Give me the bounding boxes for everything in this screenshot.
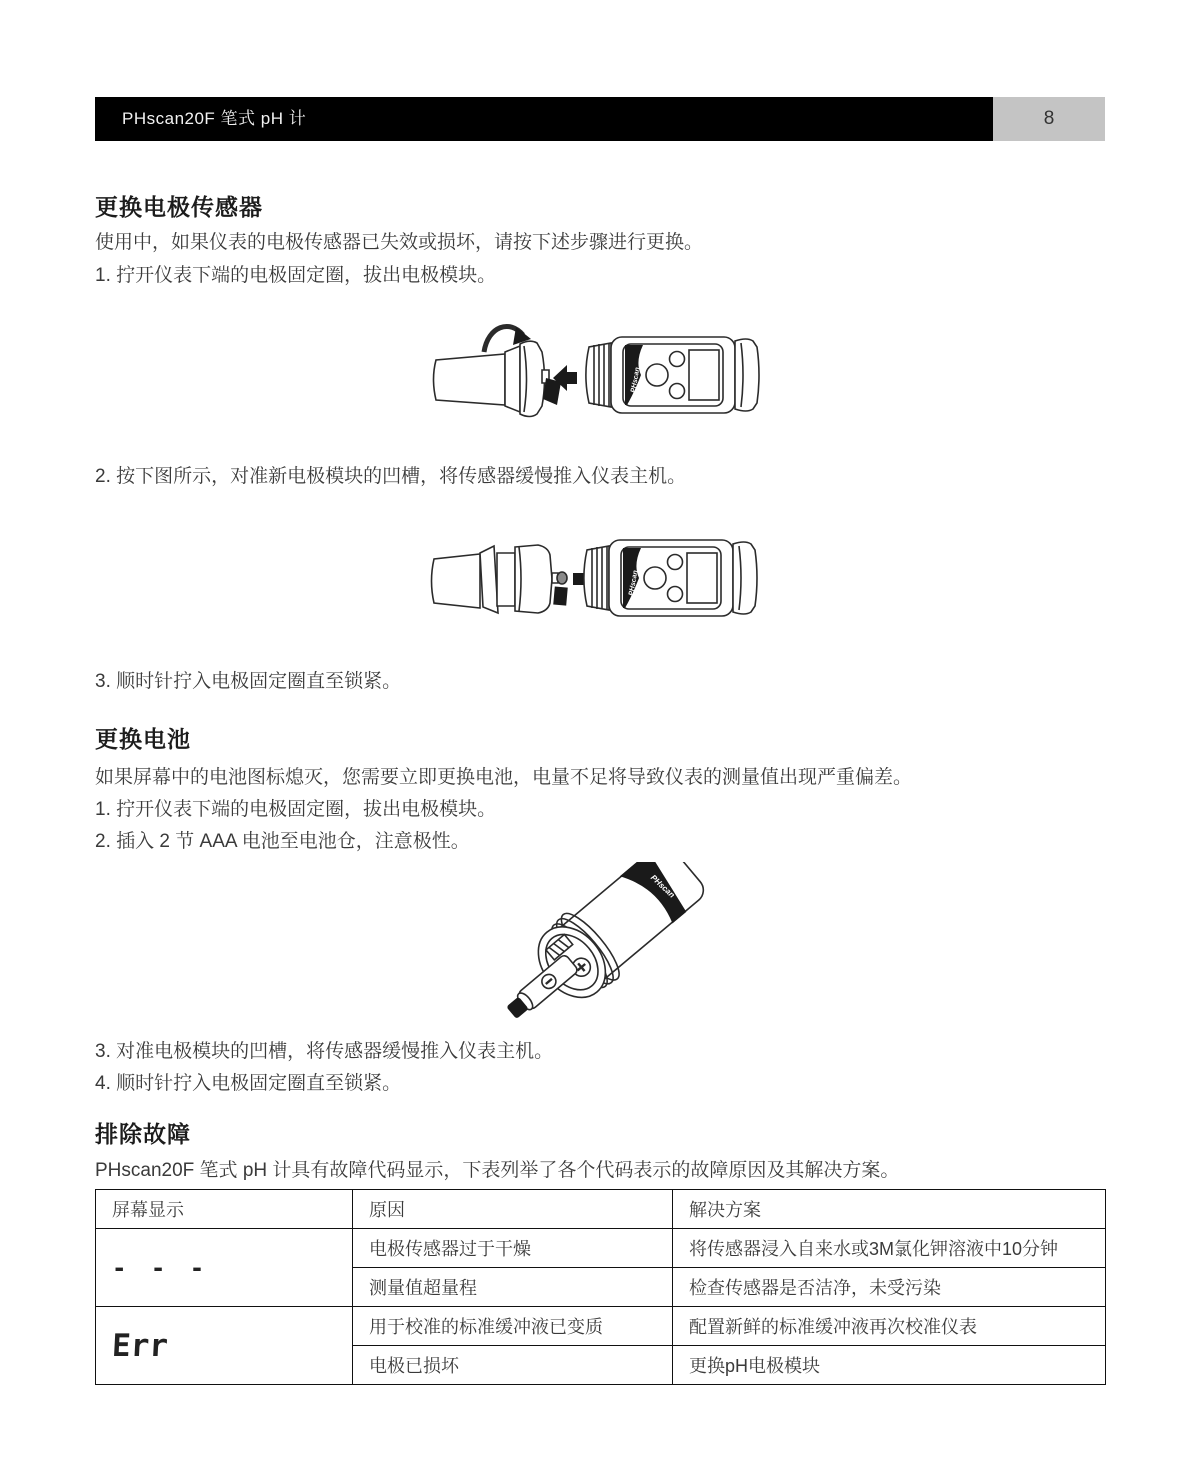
step-line: 1. 拧开仪表下端的电极固定圈，拔出电极模块。 — [95, 799, 497, 820]
step-line: 2. 插入 2 节 AAA 电池至电池仓，注意极性。 — [95, 831, 470, 852]
solution-cell: 更换pH电极模块 — [673, 1346, 1106, 1385]
section-heading-replace-battery: 更换电池 — [95, 726, 191, 752]
step-line: 3. 顺时针拧入电极固定圈直至锁紧。 — [95, 671, 402, 692]
cause-cell: 测量值超量程 — [353, 1268, 673, 1307]
header-bar — [95, 97, 1105, 141]
solution-cell: 将传感器浸入自来水或3M氯化钾溶液中10分钟 — [673, 1229, 1106, 1268]
table-row — [96, 1229, 1106, 1268]
page-number-box: 8 — [993, 97, 1105, 141]
section-intro: 如果屏幕中的电池图标熄灭，您需要立即更换电池，电量不足将导致仪表的测量值出现严重偏差。 — [95, 767, 913, 788]
step-line: 1. 拧开仪表下端的电极固定圈，拔出电极模块。 — [95, 265, 497, 286]
section-heading-troubleshooting: 排除故障 — [95, 1121, 191, 1147]
display-code-cell — [96, 1307, 353, 1385]
cause-cell: 电极传感器过于干燥 — [353, 1229, 673, 1268]
column-header-cause: 原因 — [353, 1190, 673, 1229]
step-line: 2. 按下图所示，对准新电极模块的凹槽，将传感器缓慢推入仪表主机。 — [95, 466, 687, 487]
cause-cell: 电极已损坏 — [353, 1346, 673, 1385]
diagram-remove-electrode-module — [420, 310, 780, 440]
solution-cell: 配置新鲜的标准缓冲液再次校准仪表 — [673, 1307, 1106, 1346]
solution-cell: 检查传感器是否洁净，未受污染 — [673, 1268, 1106, 1307]
column-header-solution: 解决方案 — [673, 1190, 1106, 1229]
step-line: 4. 顺时针拧入电极固定圈直至锁紧。 — [95, 1073, 402, 1094]
display-code-cell — [96, 1229, 353, 1307]
diagram-insert-electrode-module — [420, 537, 780, 649]
table-row — [96, 1307, 1106, 1346]
section-heading-replace-electrode: 更换电极传感器 — [95, 194, 263, 220]
lcd-code-dashes: - - - — [112, 1253, 210, 1282]
electrode-cap — [520, 341, 545, 416]
table-header-row — [96, 1190, 1106, 1229]
step-line: 3. 对准电极模块的凹槽，将传感器缓慢推入仪表主机。 — [95, 1041, 554, 1062]
section-intro: PHscan20F 笔式 pH 计具有故障代码显示，下表列举了各个代码表示的故障原因及其解决方案。 — [95, 1160, 900, 1181]
cause-cell: 用于校准的标准缓冲液已变质 — [353, 1307, 673, 1346]
diagram-battery-compartment — [500, 862, 765, 1027]
lcd-code-err: Err — [111, 1327, 169, 1364]
electrode-module-body — [434, 354, 506, 405]
section-intro: 使用中，如果仪表的电极传感器已失效或损坏，请按下述步骤进行更换。 — [95, 232, 704, 253]
electrode-module-body — [432, 554, 481, 608]
electrode-collar — [480, 546, 498, 613]
electrode-connector-tab — [553, 587, 568, 606]
column-header-display: 屏幕显示 — [96, 1190, 353, 1229]
electrode-collar — [505, 346, 520, 412]
meter-brand-label: PHscan — [648, 873, 677, 900]
header-title: PHscan20F 笔式 pH 计 — [95, 97, 993, 141]
troubleshooting-table — [95, 1189, 1106, 1385]
